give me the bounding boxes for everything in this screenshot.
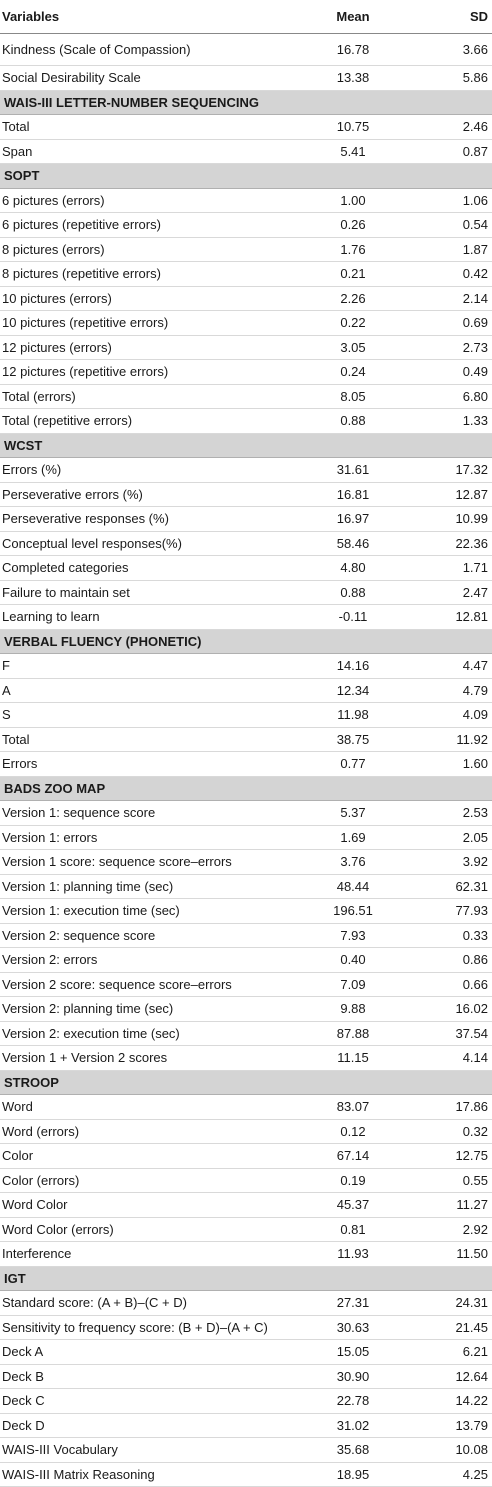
- sd-cell: 0.69: [408, 311, 492, 336]
- variable-cell: Version 2: errors: [0, 948, 298, 973]
- mean-cell: 11.15: [298, 1046, 408, 1071]
- section-title: WAIS-III LETTER-NUMBER SEQUENCING: [0, 90, 492, 115]
- variable-cell: Version 1: errors: [0, 825, 298, 850]
- table-row: [0, 237, 492, 262]
- variable-cell: Deck D: [0, 1413, 298, 1438]
- variable-cell: Version 2: sequence score: [0, 923, 298, 948]
- mean-cell: 0.81: [298, 1217, 408, 1242]
- mean-cell: 3.76: [298, 850, 408, 875]
- sd-cell: 1.71: [408, 556, 492, 581]
- sd-cell: 11.27: [408, 1193, 492, 1218]
- sd-cell: 12.75: [408, 1144, 492, 1169]
- sd-cell: 2.47: [408, 580, 492, 605]
- mean-cell: 0.19: [298, 1168, 408, 1193]
- sd-cell: 2.53: [408, 801, 492, 826]
- sd-cell: 6.80: [408, 384, 492, 409]
- table-body: [0, 34, 492, 1487]
- mean-cell: 16.81: [298, 482, 408, 507]
- variable-cell: Kindness (Scale of Compassion): [0, 34, 298, 66]
- table-row: [0, 1168, 492, 1193]
- table-row: [0, 482, 492, 507]
- sd-cell: 12.81: [408, 605, 492, 630]
- table-row: [0, 556, 492, 581]
- mean-cell: 0.26: [298, 213, 408, 238]
- variable-cell: Failure to maintain set: [0, 580, 298, 605]
- sd-cell: 4.09: [408, 703, 492, 728]
- table-row: [0, 923, 492, 948]
- header-mean: Mean: [298, 0, 408, 34]
- section-header-row: [0, 629, 492, 654]
- table-row: [0, 1095, 492, 1120]
- variable-cell: Total (errors): [0, 384, 298, 409]
- table-row: [0, 360, 492, 385]
- mean-cell: 58.46: [298, 531, 408, 556]
- table-row: [0, 34, 492, 66]
- mean-cell: 12.34: [298, 678, 408, 703]
- sd-cell: 62.31: [408, 874, 492, 899]
- table-row: [0, 703, 492, 728]
- sd-cell: 4.25: [408, 1462, 492, 1487]
- variable-cell: Color: [0, 1144, 298, 1169]
- table-row: [0, 1462, 492, 1487]
- section-title: VERBAL FLUENCY (PHONETIC): [0, 629, 492, 654]
- mean-cell: 22.78: [298, 1389, 408, 1414]
- mean-cell: 18.95: [298, 1462, 408, 1487]
- sd-cell: 2.05: [408, 825, 492, 850]
- variable-cell: WAIS-III Matrix Reasoning: [0, 1462, 298, 1487]
- sd-cell: 11.92: [408, 727, 492, 752]
- table-row: [0, 752, 492, 777]
- mean-cell: 35.68: [298, 1438, 408, 1463]
- sd-cell: 1.60: [408, 752, 492, 777]
- table-row: [0, 1242, 492, 1267]
- mean-cell: 45.37: [298, 1193, 408, 1218]
- mean-cell: 14.16: [298, 654, 408, 679]
- mean-cell: 0.12: [298, 1119, 408, 1144]
- mean-cell: 0.88: [298, 580, 408, 605]
- sd-cell: 17.86: [408, 1095, 492, 1120]
- sd-cell: 14.22: [408, 1389, 492, 1414]
- sd-cell: 1.33: [408, 409, 492, 434]
- section-header-row: [0, 776, 492, 801]
- table-row: [0, 899, 492, 924]
- sd-cell: 5.86: [408, 66, 492, 91]
- sd-cell: 0.55: [408, 1168, 492, 1193]
- table-row: [0, 286, 492, 311]
- table-row: [0, 850, 492, 875]
- table-row: [0, 727, 492, 752]
- table-row: [0, 654, 492, 679]
- variable-cell: Deck A: [0, 1340, 298, 1365]
- variable-cell: Version 1 score: sequence score–errors: [0, 850, 298, 875]
- table-row: [0, 1438, 492, 1463]
- mean-cell: 7.09: [298, 972, 408, 997]
- header-row: [0, 0, 492, 34]
- table-row: [0, 262, 492, 287]
- mean-cell: 83.07: [298, 1095, 408, 1120]
- table-row: [0, 1119, 492, 1144]
- variable-cell: 6 pictures (repetitive errors): [0, 213, 298, 238]
- table-row: [0, 948, 492, 973]
- sd-cell: 17.32: [408, 458, 492, 483]
- mean-cell: 7.93: [298, 923, 408, 948]
- table-row: [0, 1315, 492, 1340]
- table-row: [0, 188, 492, 213]
- variable-cell: Completed categories: [0, 556, 298, 581]
- variable-cell: Total: [0, 115, 298, 140]
- table-row: [0, 1291, 492, 1316]
- mean-cell: 16.97: [298, 507, 408, 532]
- table-row: [0, 1046, 492, 1071]
- variable-cell: Word: [0, 1095, 298, 1120]
- table-row: [0, 825, 492, 850]
- variable-cell: 6 pictures (errors): [0, 188, 298, 213]
- table-row: [0, 874, 492, 899]
- variable-cell: 8 pictures (errors): [0, 237, 298, 262]
- sd-cell: 16.02: [408, 997, 492, 1022]
- mean-cell: 15.05: [298, 1340, 408, 1365]
- table-row: [0, 605, 492, 630]
- variable-cell: A: [0, 678, 298, 703]
- variable-cell: Learning to learn: [0, 605, 298, 630]
- variable-cell: WAIS-III Vocabulary: [0, 1438, 298, 1463]
- variable-cell: Errors (%): [0, 458, 298, 483]
- table-row: [0, 997, 492, 1022]
- sd-cell: 10.99: [408, 507, 492, 532]
- table-row: [0, 213, 492, 238]
- variable-cell: Perseverative responses (%): [0, 507, 298, 532]
- table-row: [0, 678, 492, 703]
- sd-cell: 4.79: [408, 678, 492, 703]
- variable-cell: S: [0, 703, 298, 728]
- sd-cell: 0.42: [408, 262, 492, 287]
- mean-cell: 196.51: [298, 899, 408, 924]
- table-row: [0, 1217, 492, 1242]
- sd-cell: 37.54: [408, 1021, 492, 1046]
- mean-cell: 9.88: [298, 997, 408, 1022]
- mean-cell: 13.38: [298, 66, 408, 91]
- sd-cell: 0.66: [408, 972, 492, 997]
- variable-cell: Deck C: [0, 1389, 298, 1414]
- mean-cell: 2.26: [298, 286, 408, 311]
- table-row: [0, 1340, 492, 1365]
- section-header-row: [0, 1070, 492, 1095]
- variable-cell: 12 pictures (repetitive errors): [0, 360, 298, 385]
- sd-cell: 2.14: [408, 286, 492, 311]
- table-row: [0, 507, 492, 532]
- mean-cell: 4.80: [298, 556, 408, 581]
- sd-cell: 12.64: [408, 1364, 492, 1389]
- mean-cell: 27.31: [298, 1291, 408, 1316]
- sd-cell: 4.14: [408, 1046, 492, 1071]
- sd-cell: 0.33: [408, 923, 492, 948]
- mean-cell: 30.63: [298, 1315, 408, 1340]
- sd-cell: 2.92: [408, 1217, 492, 1242]
- mean-cell: 31.02: [298, 1413, 408, 1438]
- section-title: IGT: [0, 1266, 492, 1291]
- sd-cell: 0.32: [408, 1119, 492, 1144]
- mean-cell: 0.24: [298, 360, 408, 385]
- mean-cell: 16.78: [298, 34, 408, 66]
- variable-cell: Version 1: planning time (sec): [0, 874, 298, 899]
- sd-cell: 0.49: [408, 360, 492, 385]
- section-title: BADS ZOO MAP: [0, 776, 492, 801]
- section-title: WCST: [0, 433, 492, 458]
- variable-cell: Sensitivity to frequency score: (B + D)–(A + C): [0, 1315, 298, 1340]
- mean-cell: 48.44: [298, 874, 408, 899]
- table-row: [0, 1144, 492, 1169]
- variable-cell: Errors: [0, 752, 298, 777]
- sd-cell: 2.73: [408, 335, 492, 360]
- header-sd: SD: [408, 0, 492, 34]
- sd-cell: 0.86: [408, 948, 492, 973]
- table-row: [0, 311, 492, 336]
- table-row: [0, 458, 492, 483]
- variable-cell: Version 1 + Version 2 scores: [0, 1046, 298, 1071]
- variable-cell: Perseverative errors (%): [0, 482, 298, 507]
- mean-cell: 0.77: [298, 752, 408, 777]
- sd-cell: 2.46: [408, 115, 492, 140]
- sd-cell: 6.21: [408, 1340, 492, 1365]
- variable-cell: Version 2: planning time (sec): [0, 997, 298, 1022]
- mean-cell: 3.05: [298, 335, 408, 360]
- mean-cell: 1.69: [298, 825, 408, 850]
- sd-cell: 13.79: [408, 1413, 492, 1438]
- variable-cell: Word (errors): [0, 1119, 298, 1144]
- table-row: [0, 384, 492, 409]
- mean-cell: 0.88: [298, 409, 408, 434]
- variable-cell: Version 2: execution time (sec): [0, 1021, 298, 1046]
- variable-cell: Total: [0, 727, 298, 752]
- table-row: [0, 1413, 492, 1438]
- sd-cell: 3.92: [408, 850, 492, 875]
- mean-cell: 0.40: [298, 948, 408, 973]
- sd-cell: 22.36: [408, 531, 492, 556]
- mean-cell: 11.98: [298, 703, 408, 728]
- mean-cell: 10.75: [298, 115, 408, 140]
- sd-cell: 3.66: [408, 34, 492, 66]
- section-header-row: [0, 1266, 492, 1291]
- variable-cell: 8 pictures (repetitive errors): [0, 262, 298, 287]
- variable-cell: Span: [0, 139, 298, 164]
- table-row: [0, 1389, 492, 1414]
- sd-cell: 1.06: [408, 188, 492, 213]
- section-header-row: [0, 164, 492, 189]
- variable-cell: Color (errors): [0, 1168, 298, 1193]
- variable-cell: Version 2 score: sequence score–errors: [0, 972, 298, 997]
- variable-cell: Standard score: (A + B)–(C + D): [0, 1291, 298, 1316]
- table-row: [0, 972, 492, 997]
- sd-cell: 1.87: [408, 237, 492, 262]
- sd-cell: 12.87: [408, 482, 492, 507]
- variable-cell: Word Color (errors): [0, 1217, 298, 1242]
- mean-cell: 1.00: [298, 188, 408, 213]
- table-row: [0, 580, 492, 605]
- sd-cell: 77.93: [408, 899, 492, 924]
- mean-cell: 5.41: [298, 139, 408, 164]
- variable-cell: Social Desirability Scale: [0, 66, 298, 91]
- table-row: [0, 1193, 492, 1218]
- mean-cell: 30.90: [298, 1364, 408, 1389]
- sd-cell: 4.47: [408, 654, 492, 679]
- section-header-row: [0, 90, 492, 115]
- variable-cell: Interference: [0, 1242, 298, 1267]
- table-row: [0, 1364, 492, 1389]
- variable-cell: 12 pictures (errors): [0, 335, 298, 360]
- table-row: [0, 1021, 492, 1046]
- mean-cell: 0.22: [298, 311, 408, 336]
- mean-cell: 67.14: [298, 1144, 408, 1169]
- sd-cell: 10.08: [408, 1438, 492, 1463]
- section-title: STROOP: [0, 1070, 492, 1095]
- table-row: [0, 335, 492, 360]
- table-row: [0, 66, 492, 91]
- mean-cell: 1.76: [298, 237, 408, 262]
- sd-cell: 11.50: [408, 1242, 492, 1267]
- mean-cell: 0.21: [298, 262, 408, 287]
- sd-cell: 0.54: [408, 213, 492, 238]
- mean-cell: 8.05: [298, 384, 408, 409]
- variable-cell: Conceptual level responses(%): [0, 531, 298, 556]
- variable-cell: 10 pictures (errors): [0, 286, 298, 311]
- mean-cell: 38.75: [298, 727, 408, 752]
- variable-cell: Version 1: execution time (sec): [0, 899, 298, 924]
- table-row: [0, 409, 492, 434]
- sd-cell: 24.31: [408, 1291, 492, 1316]
- section-title: SOPT: [0, 164, 492, 189]
- mean-cell: 87.88: [298, 1021, 408, 1046]
- mean-cell: 5.37: [298, 801, 408, 826]
- mean-cell: 31.61: [298, 458, 408, 483]
- section-header-row: [0, 433, 492, 458]
- mean-cell: 11.93: [298, 1242, 408, 1267]
- table-row: [0, 115, 492, 140]
- variable-cell: Word Color: [0, 1193, 298, 1218]
- table-row: [0, 531, 492, 556]
- table-row: [0, 801, 492, 826]
- variable-cell: 10 pictures (repetitive errors): [0, 311, 298, 336]
- variable-cell: F: [0, 654, 298, 679]
- header-variables: Variables: [0, 0, 298, 34]
- mean-cell: -0.11: [298, 605, 408, 630]
- sd-cell: 0.87: [408, 139, 492, 164]
- variable-cell: Version 1: sequence score: [0, 801, 298, 826]
- variable-cell: Deck B: [0, 1364, 298, 1389]
- table-row: [0, 139, 492, 164]
- variable-cell: Total (repetitive errors): [0, 409, 298, 434]
- sd-cell: 21.45: [408, 1315, 492, 1340]
